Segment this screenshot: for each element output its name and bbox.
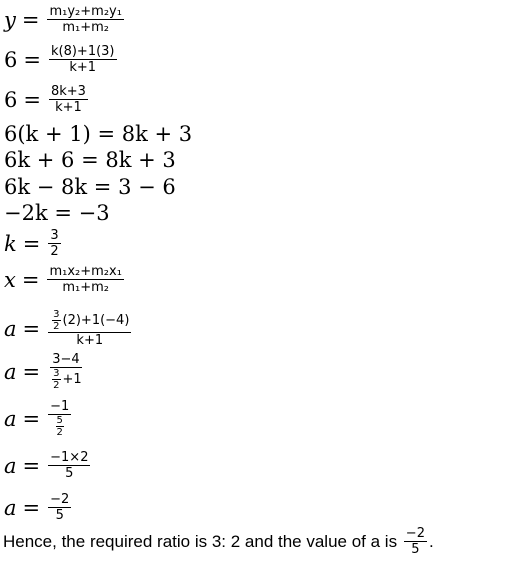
equation-text: −2k = −3 <box>4 201 110 225</box>
lhs: a <box>4 359 17 384</box>
denominator: 5 <box>55 508 64 523</box>
fraction <box>48 492 71 523</box>
conclusion-fraction <box>404 526 427 557</box>
denominator: m₁+m₂ <box>62 20 110 35</box>
inner-fraction <box>56 415 64 438</box>
step-simplify-a <box>4 399 73 438</box>
equals-sign: = <box>23 87 41 112</box>
fraction <box>49 44 117 75</box>
step-simplify-fraction <box>4 84 90 115</box>
lhs: x <box>4 267 16 292</box>
numerator: 3 <box>50 228 59 243</box>
fraction <box>48 352 84 391</box>
step-substitute-y <box>4 44 119 75</box>
step-substitute-x <box>4 309 133 348</box>
equals-sign: = <box>22 231 41 256</box>
numerator: −2 <box>50 492 70 507</box>
inner-denominator: 2 <box>56 427 63 438</box>
inner-denominator: 2 <box>53 380 60 391</box>
denominator: 2 <box>50 244 59 259</box>
numerator <box>48 309 131 333</box>
denominator-rest: +1 <box>62 372 82 387</box>
step-combine <box>4 201 110 225</box>
step-final-a <box>4 492 73 523</box>
equals-sign: = <box>22 316 41 341</box>
denominator: k+1 <box>69 60 97 75</box>
lhs: a <box>4 316 17 341</box>
inner-fraction <box>52 368 60 391</box>
numerator: 8k+3 <box>50 84 86 99</box>
equals-sign: = <box>22 359 41 384</box>
fraction <box>48 309 131 348</box>
equals-sign: = <box>22 406 41 431</box>
equals-sign: = <box>21 267 40 292</box>
fraction <box>49 84 88 115</box>
equation-text: 6(k + 1) = 8k + 3 <box>4 122 193 146</box>
denominator: k+1 <box>76 333 104 348</box>
lhs: k <box>4 231 17 256</box>
fraction <box>48 399 71 438</box>
equals-sign: = <box>22 453 41 478</box>
denominator: 5 <box>411 542 420 557</box>
equation-text: 6k + 6 = 8k + 3 <box>4 148 176 172</box>
denominator <box>52 415 68 438</box>
equals-sign: = <box>21 7 40 32</box>
conclusion-sentence <box>3 526 434 557</box>
inner-fraction <box>52 309 60 332</box>
lhs: 6 <box>4 47 18 72</box>
denominator: k+1 <box>55 100 82 115</box>
numerator-rest: (2)+1(−4) <box>62 313 130 328</box>
numerator: k(8)+1(3) <box>50 44 115 59</box>
step-rearrange <box>4 175 176 199</box>
lhs: a <box>4 453 17 478</box>
lhs: a <box>4 406 17 431</box>
lhs: y <box>4 7 16 32</box>
step-substitute-k <box>4 352 86 391</box>
numerator: −1 <box>50 399 70 414</box>
inner-numerator: 3 <box>53 309 60 320</box>
lhs: 6 <box>4 87 18 112</box>
inner-numerator: 3 <box>53 368 60 379</box>
equals-sign: = <box>22 495 41 520</box>
step-solve-k <box>4 228 63 259</box>
step-multiply <box>4 450 92 481</box>
inner-denominator: 2 <box>53 321 60 332</box>
conclusion-text: Hence, the required ratio is 3: 2 and the value of a is <box>3 531 402 551</box>
lhs: a <box>4 495 17 520</box>
equation-text: 6k − 8k = 3 − 6 <box>4 175 176 199</box>
denominator <box>48 368 84 391</box>
denominator: 5 <box>65 466 74 481</box>
numerator: −1×2 <box>50 450 89 465</box>
numerator: −2 <box>405 526 425 541</box>
inner-numerator: 5 <box>56 415 63 426</box>
step-expand <box>4 148 176 172</box>
step-section-formula-x <box>4 264 126 295</box>
step-cross-multiply <box>4 122 192 146</box>
fraction <box>47 4 123 35</box>
denominator: m₁+m₂ <box>62 280 109 295</box>
step-section-formula-y <box>4 4 126 35</box>
fraction <box>48 450 90 481</box>
fraction <box>48 228 60 259</box>
equals-sign: = <box>23 47 41 72</box>
conclusion-period: . <box>428 531 434 551</box>
numerator: m₁x₂+m₂x₁ <box>49 264 122 279</box>
fraction <box>47 264 123 295</box>
numerator: m₁y₂+m₂y₁ <box>49 4 122 19</box>
numerator: 3−4 <box>52 352 80 367</box>
